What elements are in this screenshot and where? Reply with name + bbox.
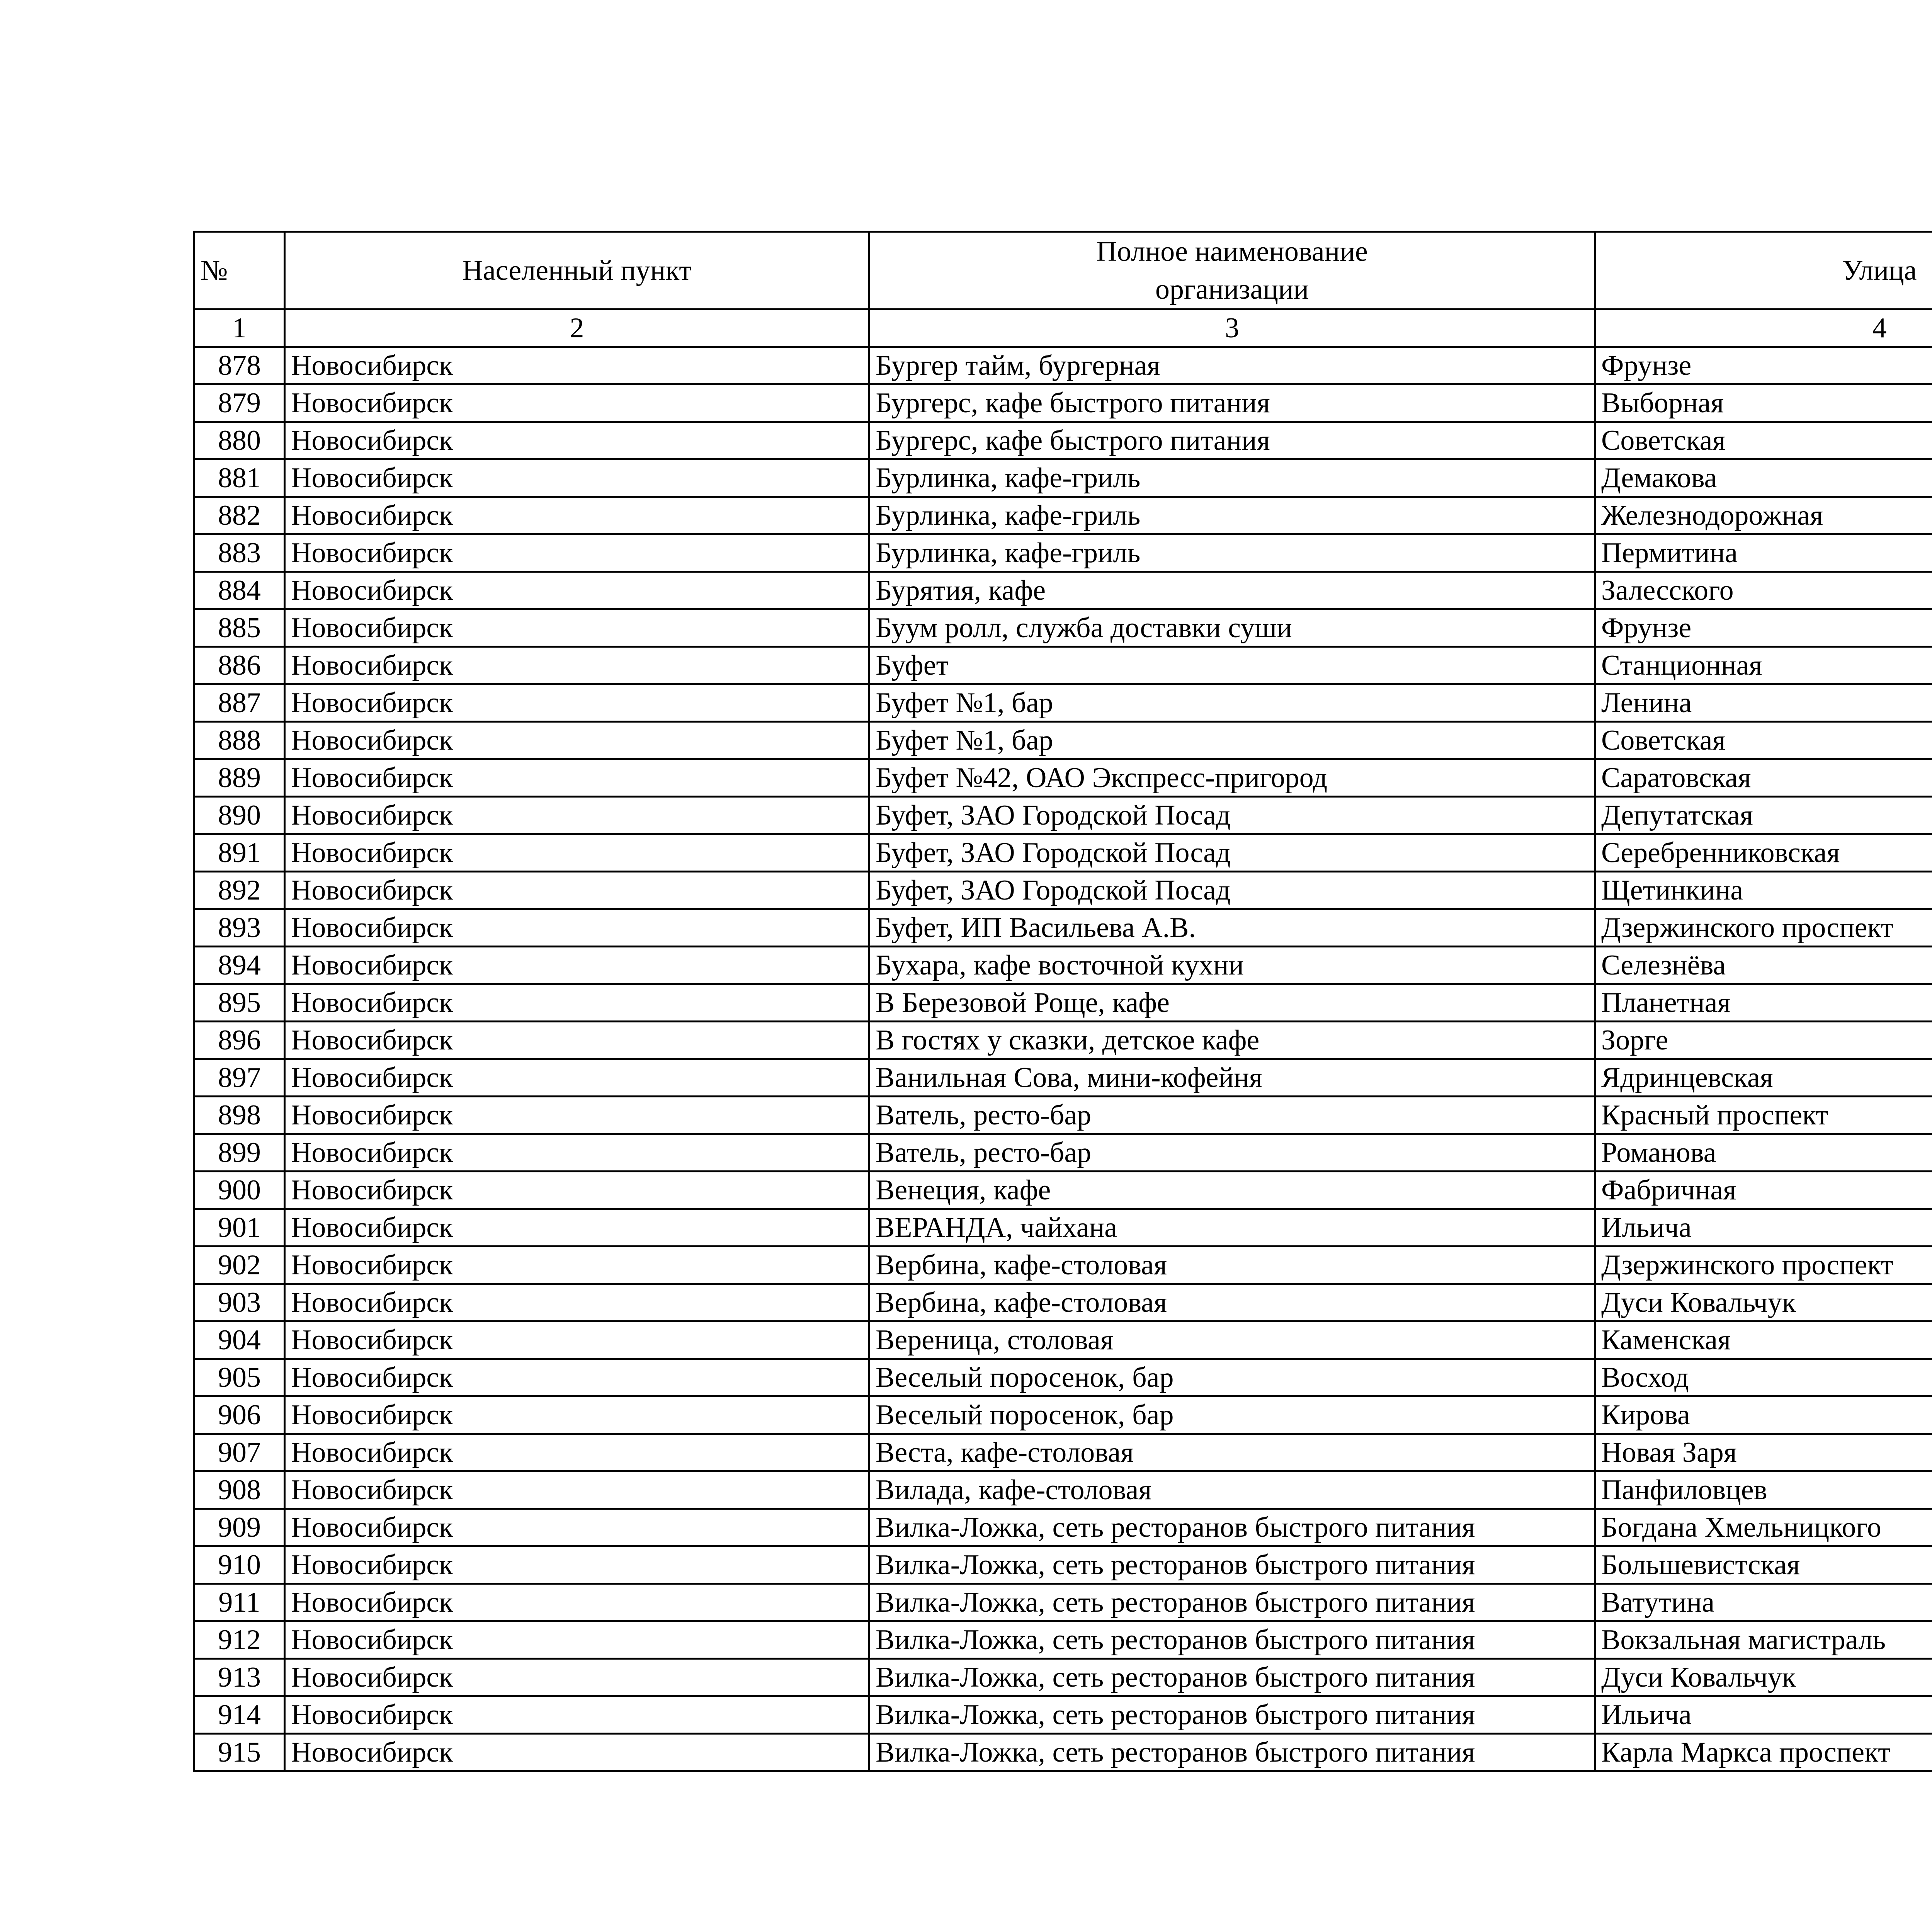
cell-street: Фрунзе: [1595, 609, 1932, 647]
header-number: №: [194, 232, 285, 310]
cell-street: Новая Заря: [1595, 1434, 1932, 1471]
table-row: [194, 1734, 1932, 1771]
cell-street: Каменская: [1595, 1321, 1932, 1359]
cell-settlement: Новосибирск: [285, 1659, 869, 1696]
cell-number: 909: [194, 1509, 285, 1546]
header-row: [194, 232, 1932, 310]
table-row: [194, 1659, 1932, 1696]
cell-organization: Буфет, ЗАО Городской Посад: [869, 872, 1595, 909]
cell-street: Выборная: [1595, 384, 1932, 422]
cell-number: 898: [194, 1097, 285, 1134]
table-row: [194, 347, 1932, 384]
table-row: [194, 1396, 1932, 1434]
cell-number: 881: [194, 459, 285, 497]
cell-number: 890: [194, 797, 285, 834]
cell-street: Вокзальная магистраль: [1595, 1621, 1932, 1659]
cell-number: 906: [194, 1396, 285, 1434]
table-row: [194, 1022, 1932, 1059]
cell-settlement: Новосибирск: [285, 1546, 869, 1584]
cell-organization: Веселый поросенок, бар: [869, 1359, 1595, 1396]
cell-organization: Вилада, кафе-столовая: [869, 1471, 1595, 1509]
cell-street: Дуси Ковальчук: [1595, 1284, 1932, 1321]
cell-settlement: Новосибирск: [285, 1696, 869, 1734]
cell-organization: Буфет №42, ОАО Экспресс-пригород: [869, 759, 1595, 797]
cell-settlement: Новосибирск: [285, 1734, 869, 1771]
cell-number: 905: [194, 1359, 285, 1396]
cell-street: Ильича: [1595, 1696, 1932, 1734]
cell-settlement: Новосибирск: [285, 647, 869, 684]
cell-organization: В гостях у сказки, детское кафе: [869, 1022, 1595, 1059]
cell-number: 904: [194, 1321, 285, 1359]
cell-organization: Ванильная Сова, мини-кофейня: [869, 1059, 1595, 1097]
cell-street: Депутатская: [1595, 797, 1932, 834]
cell-street: Пермитина: [1595, 534, 1932, 572]
table-row: [194, 722, 1932, 759]
cell-number: 913: [194, 1659, 285, 1696]
cell-street: Ватутина: [1595, 1584, 1932, 1621]
cell-settlement: Новосибирск: [285, 684, 869, 722]
cell-street: Фрунзе: [1595, 347, 1932, 384]
cell-settlement: Новосибирск: [285, 722, 869, 759]
cell-settlement: Новосибирск: [285, 347, 869, 384]
cell-organization: Вербина, кафе-столовая: [869, 1284, 1595, 1321]
cell-settlement: Новосибирск: [285, 1621, 869, 1659]
table-row: [194, 1584, 1932, 1621]
cell-settlement: Новосибирск: [285, 534, 869, 572]
cell-street: Дуси Ковальчук: [1595, 1659, 1932, 1696]
table-row: [194, 1247, 1932, 1284]
cell-organization: Вереница, столовая: [869, 1321, 1595, 1359]
table-header: [194, 232, 1932, 347]
table-row: [194, 1509, 1932, 1546]
cell-number: 914: [194, 1696, 285, 1734]
cell-organization: Вилка-Ложка, сеть ресторанов быстрого питания: [869, 1659, 1595, 1696]
cell-organization: Бургерс, кафе быстрого питания: [869, 384, 1595, 422]
cell-number: 888: [194, 722, 285, 759]
cell-organization: В Березовой Роще, кафе: [869, 984, 1595, 1022]
table-row: [194, 1172, 1932, 1209]
cell-settlement: Новосибирск: [285, 1321, 869, 1359]
table-row: [194, 947, 1932, 984]
cell-organization: Ватель, ресто-бар: [869, 1134, 1595, 1172]
cell-street: Дзержинского проспект: [1595, 909, 1932, 947]
cell-number: 889: [194, 759, 285, 797]
cell-organization: Вилка-Ложка, сеть ресторанов быстрого питания: [869, 1509, 1595, 1546]
table-row: [194, 647, 1932, 684]
cell-settlement: Новосибирск: [285, 572, 869, 609]
table-row: [194, 497, 1932, 534]
cell-organization: ВЕРАНДА, чайхана: [869, 1209, 1595, 1247]
cell-organization: Бургерс, кафе быстрого питания: [869, 422, 1595, 459]
table-row: [194, 1059, 1932, 1097]
cell-number: 908: [194, 1471, 285, 1509]
cell-number: 892: [194, 872, 285, 909]
cell-settlement: Новосибирск: [285, 1584, 869, 1621]
table-row: [194, 834, 1932, 872]
cell-street: Железнодорожная: [1595, 497, 1932, 534]
cell-settlement: Новосибирск: [285, 984, 869, 1022]
column-index: 1: [194, 310, 285, 347]
cell-organization: Буфет №1, бар: [869, 722, 1595, 759]
cell-organization: Буум ролл, служба доставки суши: [869, 609, 1595, 647]
table-row: [194, 459, 1932, 497]
cell-number: 900: [194, 1172, 285, 1209]
table-row: [194, 872, 1932, 909]
table-row: [194, 684, 1932, 722]
header-organization-line-1: Полное наименование: [1096, 236, 1368, 267]
table-row: [194, 1209, 1932, 1247]
cell-number: 915: [194, 1734, 285, 1771]
cell-settlement: Новосибирск: [285, 1172, 869, 1209]
cell-street: Советская: [1595, 422, 1932, 459]
table-row: [194, 1696, 1932, 1734]
cell-number: 912: [194, 1621, 285, 1659]
cell-settlement: Новосибирск: [285, 909, 869, 947]
cell-street: Большевистская: [1595, 1546, 1932, 1584]
cell-street: Зорге: [1595, 1022, 1932, 1059]
cell-settlement: Новосибирск: [285, 947, 869, 984]
column-index: 3: [869, 310, 1595, 347]
cell-organization: Вилка-Ложка, сеть ресторанов быстрого питания: [869, 1734, 1595, 1771]
cell-street: Селезнёва: [1595, 947, 1932, 984]
cell-street: Станционная: [1595, 647, 1932, 684]
cell-number: 899: [194, 1134, 285, 1172]
table-row: [194, 1434, 1932, 1471]
cell-settlement: Новосибирск: [285, 1022, 869, 1059]
table-row: [194, 1097, 1932, 1134]
cell-number: 886: [194, 647, 285, 684]
cell-street: Карла Маркса проспект: [1595, 1734, 1932, 1771]
cell-settlement: Новосибирск: [285, 1509, 869, 1546]
header-organization: [869, 232, 1595, 310]
cell-number: 901: [194, 1209, 285, 1247]
table-row: [194, 422, 1932, 459]
cell-street: Романова: [1595, 1134, 1932, 1172]
cell-organization: Вилка-Ложка, сеть ресторанов быстрого питания: [869, 1621, 1595, 1659]
cell-organization: Вилка-Ложка, сеть ресторанов быстрого питания: [869, 1584, 1595, 1621]
cell-organization: Бурлинка, кафе-гриль: [869, 534, 1595, 572]
cell-organization: Буфет №1, бар: [869, 684, 1595, 722]
column-index: 2: [285, 310, 869, 347]
cell-street: Залесского: [1595, 572, 1932, 609]
cell-street: Демакова: [1595, 459, 1932, 497]
cell-organization: Буфет, ИП Васильева А.В.: [869, 909, 1595, 947]
cell-settlement: Новосибирск: [285, 1434, 869, 1471]
cell-street: Панфиловцев: [1595, 1471, 1932, 1509]
cell-organization: Вербина, кафе-столовая: [869, 1247, 1595, 1284]
cell-organization: Бухара, кафе восточной кухни: [869, 947, 1595, 984]
cell-settlement: Новосибирск: [285, 834, 869, 872]
cell-number: 878: [194, 347, 285, 384]
cell-organization: Бурлинка, кафе-гриль: [869, 497, 1595, 534]
cell-number: 896: [194, 1022, 285, 1059]
cell-number: 897: [194, 1059, 285, 1097]
cell-organization: Бурятия, кафе: [869, 572, 1595, 609]
cell-number: 880: [194, 422, 285, 459]
cell-settlement: Новосибирск: [285, 797, 869, 834]
cell-street: Серебренниковская: [1595, 834, 1932, 872]
cell-number: 882: [194, 497, 285, 534]
cell-organization: Венеция, кафе: [869, 1172, 1595, 1209]
cell-number: 895: [194, 984, 285, 1022]
cell-number: 907: [194, 1434, 285, 1471]
header-street: Улица: [1595, 232, 1932, 310]
cell-organization: Ватель, ресто-бар: [869, 1097, 1595, 1134]
cell-number: 893: [194, 909, 285, 947]
cell-settlement: Новосибирск: [285, 759, 869, 797]
table-row: [194, 609, 1932, 647]
table-row: [194, 1471, 1932, 1509]
cell-settlement: Новосибирск: [285, 1359, 869, 1396]
cell-settlement: Новосибирск: [285, 497, 869, 534]
cell-organization: Вилка-Ложка, сеть ресторанов быстрого питания: [869, 1696, 1595, 1734]
column-index: 4: [1595, 310, 1932, 347]
cell-number: 902: [194, 1247, 285, 1284]
cell-street: Красный проспект: [1595, 1097, 1932, 1134]
cell-settlement: Новосибирск: [285, 422, 869, 459]
cell-street: Ленина: [1595, 684, 1932, 722]
table-row: [194, 384, 1932, 422]
cell-settlement: Новосибирск: [285, 1209, 869, 1247]
cell-settlement: Новосибирск: [285, 609, 869, 647]
cell-street: Восход: [1595, 1359, 1932, 1396]
table-row: [194, 1134, 1932, 1172]
cell-street: Ядринцевская: [1595, 1059, 1932, 1097]
cell-settlement: Новосибирск: [285, 384, 869, 422]
cell-street: Богдана Хмельницкого: [1595, 1509, 1932, 1546]
cell-settlement: Новосибирск: [285, 459, 869, 497]
cell-organization: Веста, кафе-столовая: [869, 1434, 1595, 1471]
header-settlement: Населенный пункт: [285, 232, 869, 310]
cell-organization: Буфет, ЗАО Городской Посад: [869, 797, 1595, 834]
cell-street: Планетная: [1595, 984, 1932, 1022]
cell-settlement: Новосибирск: [285, 1097, 869, 1134]
cell-street: Дзержинского проспект: [1595, 1247, 1932, 1284]
cell-number: 894: [194, 947, 285, 984]
cell-settlement: Новосибирск: [285, 1284, 869, 1321]
cell-settlement: Новосибирск: [285, 1134, 869, 1172]
cell-organization: Веселый поросенок, бар: [869, 1396, 1595, 1434]
table-row: [194, 1621, 1932, 1659]
cell-number: 885: [194, 609, 285, 647]
cell-number: 879: [194, 384, 285, 422]
cell-settlement: Новосибирск: [285, 1059, 869, 1097]
table-row: [194, 534, 1932, 572]
cell-street: Щетинкина: [1595, 872, 1932, 909]
cell-number: 911: [194, 1584, 285, 1621]
cell-settlement: Новосибирск: [285, 872, 869, 909]
table-row: [194, 1359, 1932, 1396]
cell-settlement: Новосибирск: [285, 1471, 869, 1509]
cell-street: Советская: [1595, 722, 1932, 759]
table-row: [194, 572, 1932, 609]
table-row: [194, 759, 1932, 797]
cell-number: 910: [194, 1546, 285, 1584]
table-row: [194, 1284, 1932, 1321]
cell-number: 891: [194, 834, 285, 872]
cell-number: 887: [194, 684, 285, 722]
cell-street: Фабричная: [1595, 1172, 1932, 1209]
organizations-table: [193, 231, 1932, 1772]
cell-organization: Бургер тайм, бургерная: [869, 347, 1595, 384]
cell-number: 903: [194, 1284, 285, 1321]
cell-organization: Вилка-Ложка, сеть ресторанов быстрого питания: [869, 1546, 1595, 1584]
cell-street: Саратовская: [1595, 759, 1932, 797]
cell-settlement: Новосибирск: [285, 1247, 869, 1284]
cell-number: 883: [194, 534, 285, 572]
cell-organization: Бурлинка, кафе-гриль: [869, 459, 1595, 497]
column-index-row: [194, 310, 1932, 347]
cell-number: 884: [194, 572, 285, 609]
table-row: [194, 909, 1932, 947]
cell-organization: Буфет, ЗАО Городской Посад: [869, 834, 1595, 872]
cell-settlement: Новосибирск: [285, 1396, 869, 1434]
header-organization-line-2: организации: [1155, 274, 1309, 305]
table-row: [194, 1321, 1932, 1359]
table-row: [194, 1546, 1932, 1584]
cell-organization: Буфет: [869, 647, 1595, 684]
table-row: [194, 984, 1932, 1022]
cell-street: Ильича: [1595, 1209, 1932, 1247]
table-body: [194, 347, 1932, 1771]
table-row: [194, 797, 1932, 834]
cell-street: Кирова: [1595, 1396, 1932, 1434]
